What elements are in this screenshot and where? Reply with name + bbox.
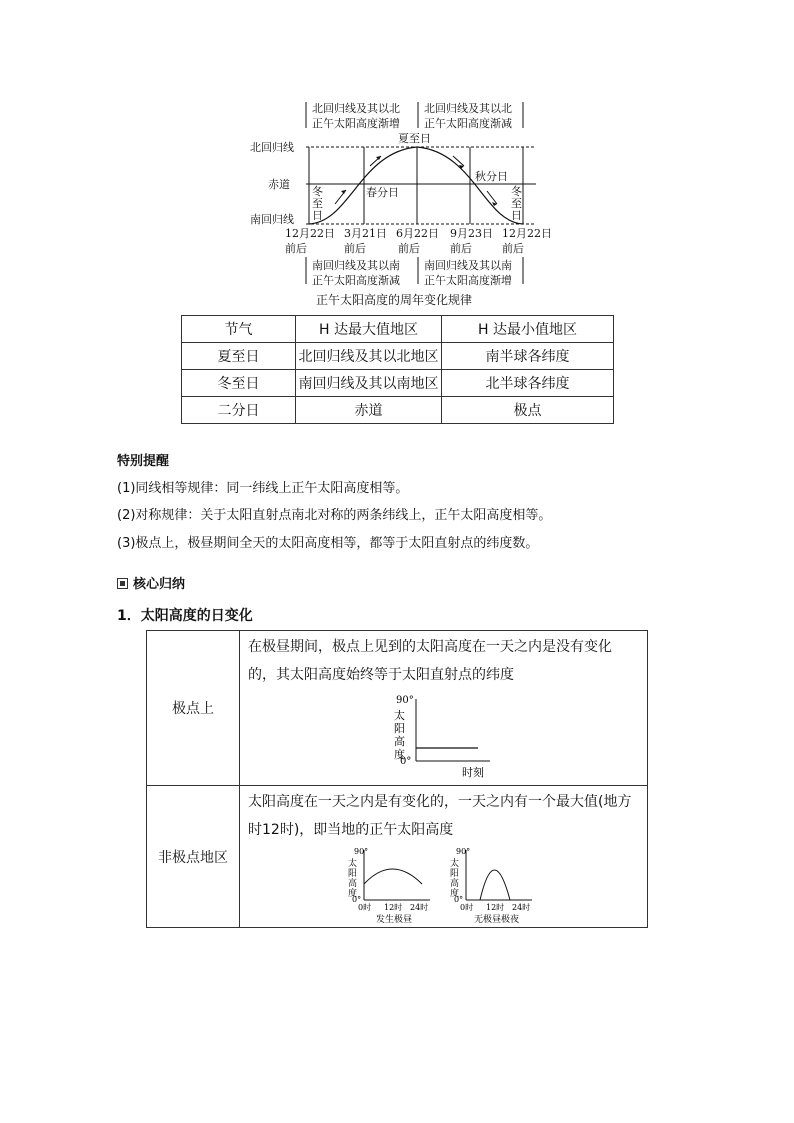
date-suffix-5: 前后 [502,242,524,255]
table-row [182,397,614,424]
row-text-pole: 在极昼期间，极点上见到的太阳高度在一天之内是没有变化的，其太阳高度始终等于太阳直射点的纬度 [248,639,612,683]
row-content-pole [240,631,648,786]
lat-label-north: 北回归线 [250,141,294,154]
table-cell: 北回归线及其以北地区 [296,343,442,370]
note-item-3: (3)极点上，极昼期间全天的太阳高度相等，都等于太阳直射点的纬度数。 [117,536,539,551]
no-polar-day-night-curve [480,870,510,900]
arrow-3 [453,156,464,166]
autumn-equinox-label: 秋分日 [475,170,508,183]
top-left-label-2: 正午太阳高度渐增 [312,117,400,130]
no-polar-day-night-graph [444,844,544,926]
bottom-left-label-1: 南回归线及其以南 [312,259,400,272]
table-cell: 北半球各纬度 [442,370,614,397]
summer-solstice-label: 夏至日 [398,132,431,145]
table-row [147,631,648,786]
date-suffix-3: 前后 [398,242,420,255]
annual-noon-altitude-figure [240,92,560,312]
note-item-1: (1)同线相等规律：同一纬线上正午太阳高度相等。 [117,481,409,496]
y-axis-char-4: 度 [450,889,460,899]
x-tick-12: 12时 [486,903,505,912]
date-2: 3月21日 [344,227,387,240]
table-header-cell: H 达最小值地区 [442,316,614,343]
winter-solstice-left-3: 日 [312,209,323,222]
top-right-label-1: 北回归线及其以北 [424,102,512,115]
table-header-cell: 节气 [182,316,296,343]
daily-variation-table [146,630,648,928]
notes-title: 特别提醒 [117,454,170,469]
top-left-label-1: 北回归线及其以北 [312,102,400,115]
winter-solstice-right-1: 冬 [511,185,522,198]
pole-altitude-graph [380,689,520,779]
table-header-row [182,316,614,343]
row-label-non-pole: 非极点地区 [147,786,240,928]
y-axis-char-2: 阳 [450,869,460,879]
figure-caption: 正午太阳高度的周年变化规律 [316,293,473,307]
x-tick-12: 12时 [384,903,403,912]
date-4: 9月23日 [450,227,493,240]
bottom-left-label-2: 正午太阳高度渐减 [312,274,400,287]
y-bottom-label: 0° [454,895,464,904]
lat-label-south: 南回归线 [250,213,294,226]
winter-solstice-left-2: 至 [312,197,323,210]
y-top-label: 90° [354,847,369,856]
table-cell: 南半球各纬度 [442,343,614,370]
x-tick-0: 0时 [358,903,372,912]
spring-equinox-label: 春分日 [366,186,399,199]
max-min-altitude-table [181,315,614,424]
y-axis-char-4: 度 [348,889,358,899]
y-axis-char-2: 阳 [348,869,358,879]
x-tick-0: 0时 [460,903,474,912]
date-3: 6月22日 [396,227,439,240]
table-row [182,370,614,397]
table-cell: 冬至日 [182,370,296,397]
row-label-pole: 极点上 [147,631,240,786]
lat-label-equator: 赤道 [268,178,290,191]
date-suffix-1: 前后 [285,242,307,255]
y-axis-char-3: 高 [450,879,460,889]
x-tick-24: 24时 [410,903,429,912]
date-5: 12月22日 [502,227,552,240]
table-header-cell: H 达最大值地区 [296,316,442,343]
subheading: 1．太阳高度的日变化 [117,608,253,624]
subsolar-curve [309,147,523,224]
date-suffix-2: 前后 [344,242,366,255]
y-axis-char-2: 阳 [394,722,405,735]
winter-solstice-right-2: 至 [511,197,522,210]
row-content-non-pole [240,786,648,928]
section-title [117,573,185,592]
graph-caption: 无极昼极夜 [474,915,520,925]
winter-solstice-left-1: 冬 [312,185,323,198]
date-1: 12月22日 [285,227,335,240]
table-row [147,786,648,928]
table-cell: 南回归线及其以南地区 [296,370,442,397]
y-bottom-label: 0° [352,895,362,904]
y-bottom-label: 0° [400,756,412,767]
winter-solstice-right-3: 日 [511,209,522,222]
table-cell: 二分日 [182,397,296,424]
date-suffix-4: 前后 [450,242,472,255]
table-cell: 极点 [442,397,614,424]
y-axis-char-1: 太 [348,859,358,869]
polar-day-curve [364,869,422,884]
y-axis-char-1: 太 [394,709,405,722]
y-top-label: 90° [396,695,414,706]
x-tick-24: 24时 [512,903,531,912]
row-text-non-pole: 太阳高度在一天之内是有变化的，一天之内有一个最大值(地方时12时)，即当地的正午太阳高度 [248,794,632,838]
table-cell: 夏至日 [182,343,296,370]
y-axis-char-3: 高 [348,879,358,889]
y-top-label: 90° [456,847,471,856]
bottom-right-label-2: 正午太阳高度渐增 [424,274,512,287]
square-bullet-icon [117,578,128,589]
bottom-right-label-1: 南回归线及其以南 [424,259,512,272]
table-cell: 赤道 [296,397,442,424]
section-title-text: 核心归纳 [133,577,186,592]
polar-day-graph [342,844,442,926]
y-axis-char-3: 高 [394,735,405,748]
graph-caption: 发生极昼 [376,915,413,925]
note-item-2: (2)对称规律：关于太阳直射点南北对称的两条纬线上，正午太阳高度相等。 [117,508,552,523]
y-axis-char-4: 度 [394,748,405,761]
table-row [182,343,614,370]
y-axis-char-1: 太 [450,859,460,869]
x-axis-label: 时刻 [462,766,484,779]
top-right-label-2: 正午太阳高度渐减 [424,117,512,130]
